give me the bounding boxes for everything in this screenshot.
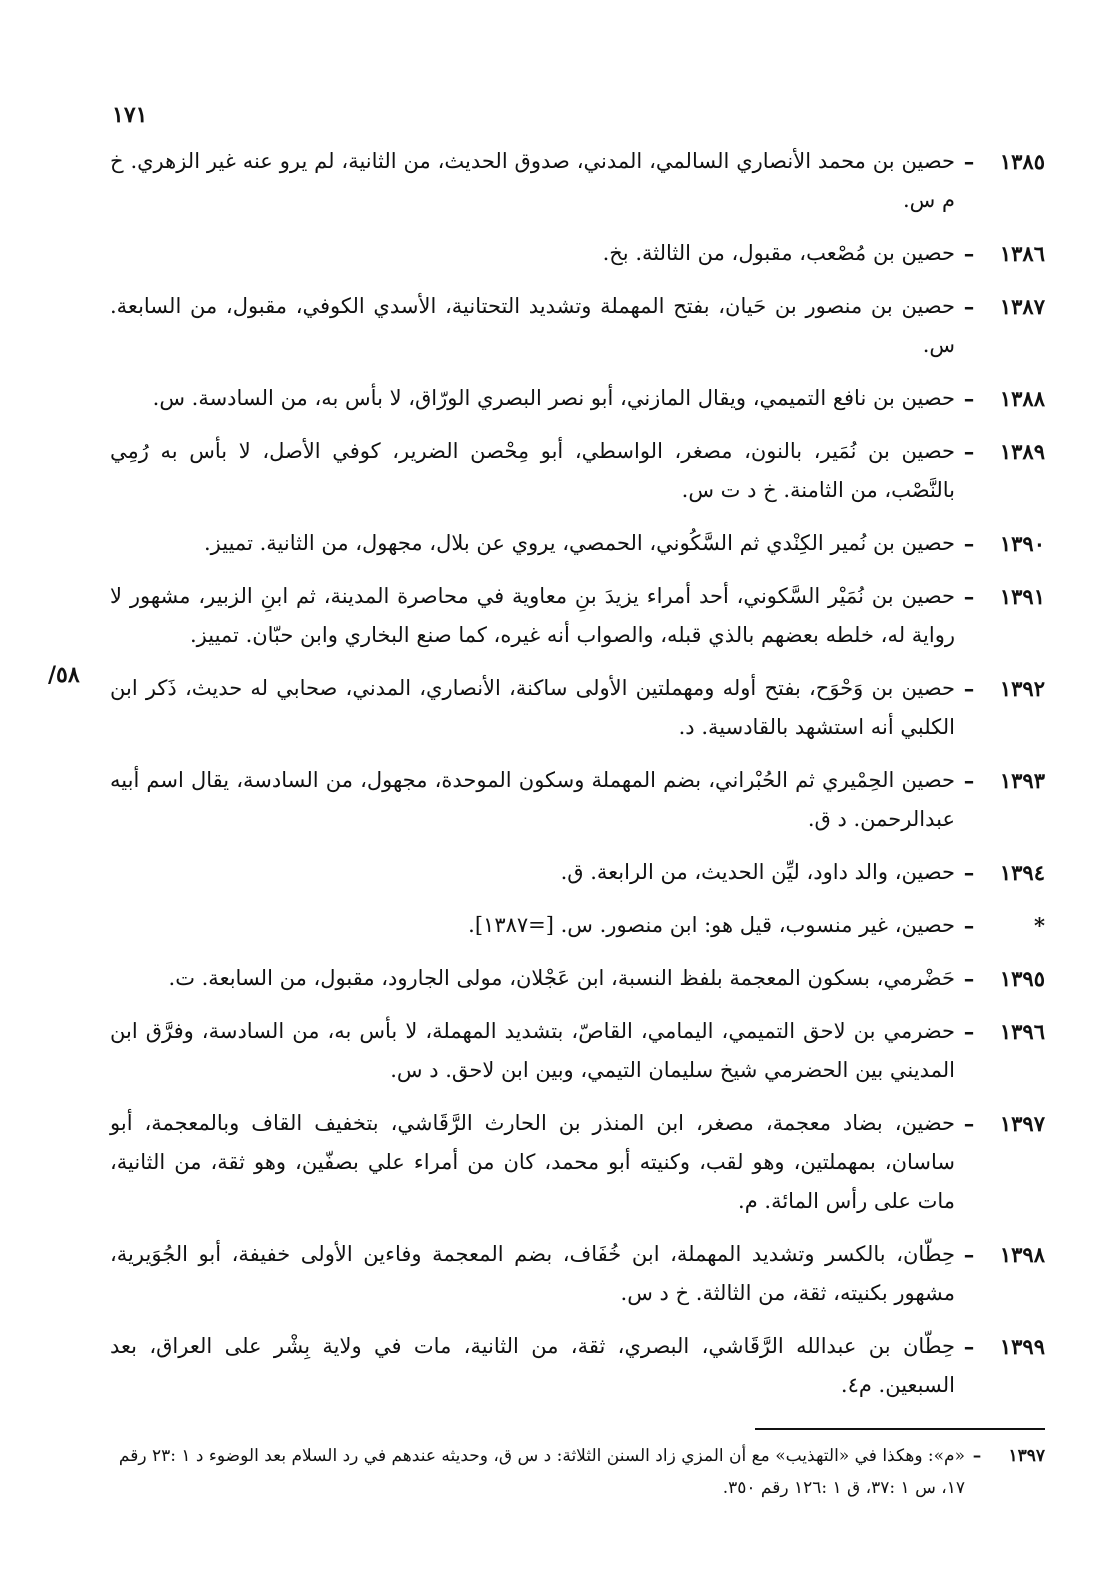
entry-number: ١٣٨٥: [999, 149, 1045, 174]
margin-page-reference: ٥٨/: [48, 662, 80, 688]
entry-text: حضين، بضاد معجمة، مصغر، ابن المنذر بن الحارث الرَّقَاشي، بتخفيف القاف وبالمعجمة، أبو ساسان، بمهملتين، وهو لقب، وكنيته أبو محمد، كان من أمراء علي بصفّين، وهو ثقة، من الثانية، مات على رأس المائة. م.: [110, 1111, 955, 1213]
entry-item: [110, 959, 1045, 998]
footnote-text: «م»: وهكذا في «التهذيب» مع أن المزي زاد السنن الثلاثة: د س ق، وحديثه عندهم في رد السلام بعد الوضوء د ١ :٢٣ رقم ١٧، س ١ :٣٧، ق ١ :١٢٦ رقم ٣٥٠.: [118, 1446, 965, 1498]
entry-item: [110, 142, 1045, 220]
entry-dash: –: [963, 1111, 975, 1136]
entry-item: [110, 432, 1045, 510]
entry-text: حصين بن نُمَير، بالنون، مصغر، الواسطي، أبو مِحْصن الضرير، كوفي الأصل، لا بأس به رُمِي بالنَّصْب، من الثامنة. خ د ت س.: [110, 439, 955, 502]
entry-item: [110, 234, 1045, 273]
entry-item: [110, 1235, 1045, 1313]
entry-dash: –: [963, 439, 975, 464]
entry-item: [110, 761, 1045, 839]
entry-text: حصين، والد داود، ليِّن الحديث، من الرابعة. ق.: [560, 860, 955, 884]
entry-number: ١٣٩٨: [999, 1242, 1045, 1267]
entry-text: حصين بن نُمير الكِنْدي ثم السَّكُوني، الحمصي، يروي عن بلال، مجهول، من الثانية. تمييز.: [204, 531, 955, 555]
entry-number: ١٣٨٨: [999, 386, 1045, 411]
entry-number: ١٣٩٥: [999, 966, 1045, 991]
entry-list: [110, 142, 1045, 1419]
entry-dash: –: [963, 531, 975, 556]
entry-number: ١٣٩١: [999, 584, 1045, 609]
entry-number: ١٣٩٠: [999, 531, 1045, 556]
entry-number: ١٣٨٩: [999, 439, 1045, 464]
entry-number: *: [1034, 913, 1045, 938]
footnote-number: ١٣٩٧: [1008, 1446, 1045, 1466]
entry-item: [110, 287, 1045, 365]
footnote: [110, 1440, 1045, 1504]
entry-dash: –: [963, 386, 975, 411]
entry-dash: –: [963, 1242, 975, 1267]
entry-item: [110, 1327, 1045, 1405]
entry-text: حصين بن مُصْعب، مقبول، من الثالثة. بخ.: [602, 241, 955, 265]
entry-dash: –: [963, 966, 975, 991]
entry-text: حصين، غير منسوب، قيل هو: ابن منصور. س. [=١٣٨٧].: [468, 913, 955, 937]
entry-number: ١٣٩٢: [999, 676, 1045, 701]
entry-text: حصين بن محمد الأنصاري السالمي، المدني، صدوق الحديث، من الثانية، لم يرو عنه غير الزهري. خ م س.: [110, 149, 955, 212]
entry-text: حَضْرمي، بسكون المعجمة بلفظ النسبة، ابن عَجْلان، مولى الجارود، مقبول، من السابعة. ت.: [168, 966, 955, 990]
entry-item: [110, 853, 1045, 892]
entry-text: حضرمي بن لاحق التميمي، اليمامي، القاصّ، بتشديد المهملة، لا بأس به، من السادسة، وفرَّق ابن المديني بين الحضرمي شيخ سليمان التيمي، وبين ابن لاحق. د س.: [110, 1019, 955, 1082]
entry-text: حصين الحِمْيري ثم الحُبْراني، بضم المهملة وسكون الموحدة، مجهول، من السادسة، يقال اسم أبيه عبدالرحمن. د ق.: [110, 768, 955, 831]
entry-text: حصين بن منصور بن حَيان، بفتح المهملة وتشديد التحتانية، الأسدي الكوفي، مقبول، من السابعة. س.: [110, 294, 955, 357]
entry-number: ١٣٩٣: [999, 768, 1045, 793]
entry-dash: –: [963, 676, 975, 701]
entry-number: ١٣٩٦: [999, 1019, 1045, 1044]
footnote-dash: –: [972, 1446, 982, 1466]
entry-dash: –: [963, 913, 975, 938]
entry-dash: –: [963, 1019, 975, 1044]
page-number: ١٧١: [112, 102, 148, 128]
entry-dash: –: [963, 294, 975, 319]
entry-dash: –: [963, 1334, 975, 1359]
entry-text: حِطّان بن عبدالله الرَّقَاشي، البصري، ثقة، من الثانية، مات في ولاية بِشْر على العراق، بعد السبعين. م٤.: [110, 1334, 955, 1397]
entry-number: ١٣٩٩: [999, 1334, 1045, 1359]
entry-text: حصين بن وَحْوَح، بفتح أوله ومهملتين الأولى ساكنة، الأنصاري، المدني، صحابي له حديث، ذَكر ابن الكلبي أنه استشهد بالقادسية. د.: [110, 676, 955, 739]
entry-text: حِطّان، بالكسر وتشديد المهملة، ابن خُفَاف، بضم المعجمة وفاءين الأولى خفيفة، أبو الجُوَيرية، مشهور بكنيته، ثقة، من الثالثة. خ د س.: [110, 1242, 955, 1305]
entry-number: ١٣٩٤: [999, 860, 1045, 885]
entry-text: حصين بن نافع التميمي، ويقال المازني، أبو نصر البصري الورّاق، لا بأس به، من السادسة. س.: [152, 386, 955, 410]
entry-item: [110, 1012, 1045, 1090]
entry-number: ١٣٨٦: [999, 241, 1045, 266]
footnote-divider: [755, 1428, 1045, 1430]
entry-dash: –: [963, 860, 975, 885]
entry-dash: –: [963, 584, 975, 609]
entry-item: [110, 1104, 1045, 1221]
entry-item: [110, 577, 1045, 655]
entry-dash: –: [963, 241, 975, 266]
entry-number: ١٣٨٧: [999, 294, 1045, 319]
entry-text: حصين بن نُمَيْر السَّكوني، أحد أمراء يزيدَ بنِ معاوية في محاصرة المدينة، ثم ابنِ الزبير، مشهور لا رواية له، خلطه بعضهم بالذي قبله، والصواب أنه غيره، كما صنع البخاري وابن حبّان. تمييز.: [110, 584, 955, 647]
entry-number: ١٣٩٧: [999, 1111, 1045, 1136]
entry-dash: –: [963, 149, 975, 174]
entry-dash: –: [963, 768, 975, 793]
entry-item: [110, 524, 1045, 563]
entry-item: [110, 906, 1045, 945]
entry-item: [110, 669, 1045, 747]
entry-item: [110, 379, 1045, 418]
